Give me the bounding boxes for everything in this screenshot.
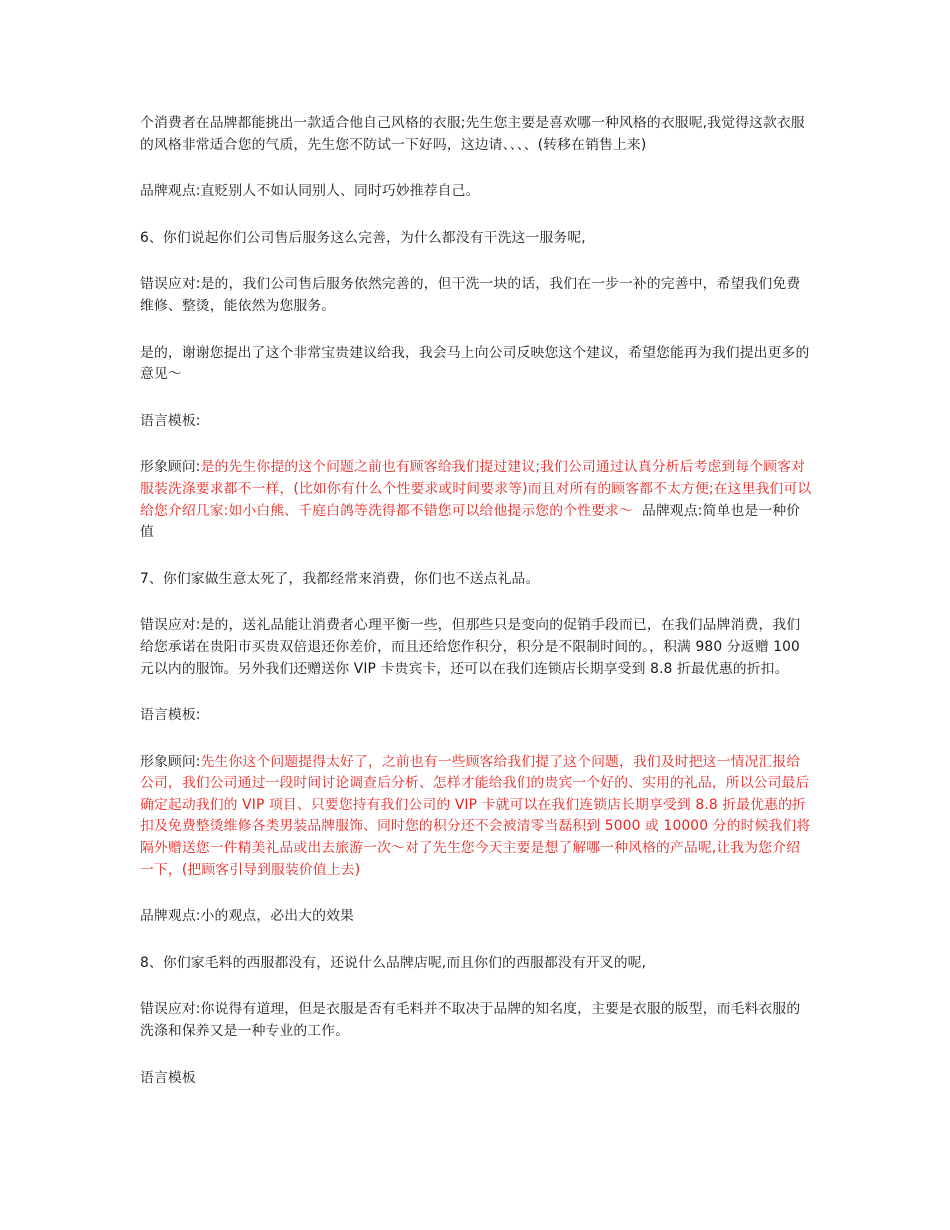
highlighted-answer: 先生你这个问题提得太好了，之前也有一些顾客给我们提了这个问题，我们及时把这一情况汇报给公司，我们公司通过一段时间讨论调查后分析、怎样才能给我们的贵宾一个好的、实用的礼品，所以公司最后确定起动我们的 VIP 项目、只要您持有我们公司的 VIP 卡就可以在我们连锁店长期享受到 8.8 折最优惠的折扣及免费整烫维修各类男装品牌服饰、同时您的积分还不会被清零当磊积到 5000 或 10000 分的时候我们将隔外赠送您一件精美礼品或出去旅游一次～对了先生您今天主要是想了解哪一种风格的产品呢,让我为您介绍一下，(把顾客引导到服装价值上去) — [140, 753, 811, 878]
paragraph-text: 个消费者在品牌都能挑出一款适合他自己风格的衣服;先生您主要是喜欢哪一种风格的衣服呢,我觉得这款衣服的风格非常适合您的气质，先生您不防试一下好吗，这边请、、、、(转移在销售上来) — [140, 115, 805, 153]
paragraph-text: 8、你们家毛料的西服都没有，还说什么品牌店呢,而且你们的西服都没有开叉的呢, — [140, 954, 647, 971]
question-8-heading — [140, 953, 812, 975]
wrong-response-8 — [140, 999, 812, 1042]
paragraph-text: 品牌观点:直贬别人不如认同别人、同时巧妙推荐自己。 — [140, 183, 480, 200]
language-template-label-3 — [140, 1068, 812, 1090]
speaker-label: 形象顾问: — [140, 753, 201, 770]
paragraph-text: 语言模板: — [140, 412, 201, 429]
document-page — [140, 113, 812, 1114]
paragraph-text: 错误应对:是的，送礼品能让消费者心理平衡一些，但那些只是变向的促销手段而已，在我们品牌消费，我们给您承诺在贵阳市买贵双倍退还你差价，而且还给您作积分，积分是不限制时间的。，积满 980 分返赠 100 元以内的服饰。另外我们还赠送你 VIP 卡贵宾卡，还可以在我们连锁店长期享受到 8.8 折最优惠的折扣。 — [140, 617, 801, 677]
paragraph-text: 错误应对:是的，我们公司售后服务依然完善的，但干洗一块的话，我们在一步一补的完善中，希望我们免费维修、整烫，能依然为您服务。 — [140, 276, 801, 314]
wrong-response-7 — [140, 615, 812, 680]
image-consultant-answer-7 — [140, 752, 812, 882]
paragraph-text: 错误应对:你说得有道理，但是衣服是否有毛料并不取决于品牌的知名度，主要是衣服的版型，而毛料衣服的洗涤和保养又是一种专业的工作。 — [140, 1001, 801, 1040]
highlighted-answer: 是的先生你提的这个问题之前也有顾客给我们提过建议;我们公司通过认真分析后考虑到每个顾客对服装洗涤要求都不一样，(比如你有什么个性要求或时间要求等)而且对所有的顾客都不太方便;在这里我们可以给您介绍几家:如小白熊、千庭白鸽等洗得都不错您可以给他提示您的个性要求～ — [140, 459, 812, 519]
paragraph-text: 7、你们家做生意太死了，我都经常来消费，你们也不送点礼品。 — [140, 570, 540, 587]
speaker-label: 形象顾问: — [140, 459, 201, 476]
brand-viewpoint-inline: 品牌观点:简单也是一种价值 — [140, 502, 801, 541]
question-7-heading — [140, 569, 812, 591]
paragraph-text: 品牌观点:小的观点，必出大的效果 — [140, 908, 355, 925]
paragraph-5 — [140, 343, 812, 386]
language-template-label-1 — [140, 411, 812, 433]
image-consultant-answer-6 — [140, 457, 812, 543]
paragraph-text: 6、你们说起你们公司售后服务这么完善，为什么都没有干洗这一服务呢, — [140, 229, 586, 246]
paragraph-text: 语言模板 — [140, 1069, 196, 1086]
paragraph-text: 语言模板: — [140, 707, 201, 724]
paragraph-text: 是的，谢谢您提出了这个非常宝贵建议给我，我会马上向公司反映您这个建议，希望您能再为我们提出更多的意见～ — [140, 344, 810, 383]
paragraph-2 — [140, 181, 812, 203]
question-6-heading — [140, 228, 812, 250]
language-template-label-2 — [140, 705, 812, 727]
brand-viewpoint-7 — [140, 906, 812, 928]
paragraph-1 — [140, 113, 812, 156]
wrong-response-6 — [140, 274, 812, 317]
